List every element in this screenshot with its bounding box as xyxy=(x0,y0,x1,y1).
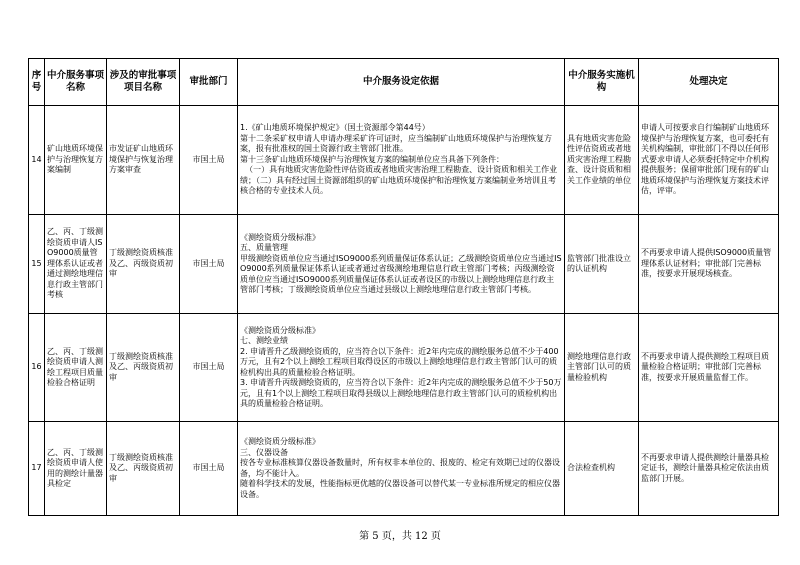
header-service-name: 中介服务事项名称 xyxy=(45,59,107,106)
row-basis: 《测绘资质分级标准》 七、测绘业绩 2. 申请晋升乙级测绘资质的，应当符合以下条件：近2年内完成的测绘服务总值不少于400万元，且有2个以上测绘工程项目取得设区的市级以上测绘地理信息行政主管部门认可的质检机构出具的质量检验合格证明。 3. 申请晋升丙级测绘资质的，应当符合以下条件：近2年内完成的测绘服务总值不少于50万元，且有1个以上测绘工程项目取得县级以上测绘地理信息行政主管部门认可的质检机构出具的质量检验合格证明。 xyxy=(238,314,565,422)
row-agency: 测绘地理信息行政主管部门认可的质量检验机构 xyxy=(565,314,639,422)
row-seq: 16 xyxy=(29,314,45,422)
row-dept: 市国土局 xyxy=(180,215,238,314)
row-approval-item: 丁级测绘资质核准及乙、丙级资质初审 xyxy=(107,422,180,516)
row-service-name: 乙、丙、丁级测绘资质申请人使用的测绘计量器具检定 xyxy=(45,422,107,516)
header-dept: 审批部门 xyxy=(180,59,238,106)
row-dept: 市国土局 xyxy=(180,422,238,516)
table-row xyxy=(29,422,779,516)
row-decision: 不再要求申请人提供ISO9000质量管理体系认证材料；审批部门完善标准，按要求开展现场核查。 xyxy=(639,215,779,314)
table-row xyxy=(29,106,779,215)
row-service-name: 乙、丙、丁级测绘资质申请人测绘工程项目质量检验合格证明 xyxy=(45,314,107,422)
row-decision: 申请人可按要求自行编制矿山地质环境保护与治理恢复方案，也可委托有关机构编制，审批部门不得以任何形式要求申请人必须委托特定中介机构提供服务；保留审批部门现有的矿山地质环境保护与治理恢复方案技术评估，评审。 xyxy=(639,106,779,215)
row-decision: 不再要求申请人提供测绘计量器具检定证书，测绘计量器具检定依法由质监部门开展。 xyxy=(639,422,779,516)
row-seq: 14 xyxy=(29,106,45,215)
table-row xyxy=(29,215,779,314)
row-agency: 具有地质灾害危险性评估资质或者地质灾害治理工程勘查、设计资质和相关工作业绩的单位 xyxy=(565,106,639,215)
page-footer: 第 5 页，共 12 页 xyxy=(359,531,441,542)
row-service-name: 矿山地质环境保护与治理恢复方案编制 xyxy=(45,106,107,215)
row-basis: 《测绘资质分级标准》 五、质量管理 甲级测绘资质单位应当通过ISO9000系列质量保证体系认证；乙级测绘资质单位应当通过ISO9000系列质量保证体系认证或者通过省级测绘地理信息行政主管部门考核；丙级测绘资质单位应当通过ISO9000系列质量保证体系认证或者设区的市级以上测绘地理信息行政主管部门考核；丁级测绘资质单位应当通过县级以上测绘地理信息行政主管部门考核。 xyxy=(238,215,565,314)
row-agency: 监管部门批准设立的认证机构 xyxy=(565,215,639,314)
header-basis: 中介服务设定依据 xyxy=(238,59,565,106)
header-agency: 中介服务实施机构 xyxy=(565,59,639,106)
table-row xyxy=(29,314,779,422)
row-approval-item: 丁级测绘资质核准及乙、丙级资质初审 xyxy=(107,215,180,314)
header-decision: 处理决定 xyxy=(639,59,779,106)
row-dept: 市国土局 xyxy=(180,314,238,422)
row-agency: 合法检查机构 xyxy=(565,422,639,516)
row-seq: 17 xyxy=(29,422,45,516)
row-basis: 1.《矿山地质环境保护规定》（国土资源部令第44号） 第十二条采矿权申请人申请办理采矿许可证时，应当编制矿山地质环境保护与治理恢复方案，报有批准权的国土资源行政主管部门批准。 第十三条矿山地质环境保护与治理恢复方案的编制单位应当具备下列条件： （一）具有地质灾害危险性评估资质或者地质灾害治理工程勘查、设计资质和相关工作业绩；（二）具有经过国土资源部组织的矿山地质环境保护和治理恢复方案编制业务培训且考核合格的专业技术人员。 xyxy=(238,106,565,215)
row-approval-item: 市发证矿山地质环境保护与恢复治理方案审查 xyxy=(107,106,180,215)
row-decision: 不再要求申请人提供测绘工程项目质量检验合格证明；审批部门完善标准，按要求开展质量监督工作。 xyxy=(639,314,779,422)
row-approval-item: 丁级测绘资质核准及乙、丙级资质初审 xyxy=(107,314,180,422)
row-seq: 15 xyxy=(29,215,45,314)
table-header-row xyxy=(29,59,779,106)
header-seq: 序号 xyxy=(29,59,45,106)
intermediary-services-table xyxy=(28,58,779,516)
header-approval-item: 涉及的审批事项项目名称 xyxy=(107,59,180,106)
row-basis: 《测绘资质分级标准》 三、仪器设备 按各专业标准核算仪器设备数量时，所有权非本单位的、报废的、检定有效期已过的仪器设备，均不能计入。 随着科学技术的发展，性能指标更优越的仪器设备可以替代某一专业标准所规定的相应仪器设备。 xyxy=(238,422,565,516)
row-dept: 市国土局 xyxy=(180,106,238,215)
row-service-name: 乙、丙、丁级测绘资质申请人ISO9000质量管理体系认证或者通过测绘地理信息行政主管部门考核 xyxy=(45,215,107,314)
